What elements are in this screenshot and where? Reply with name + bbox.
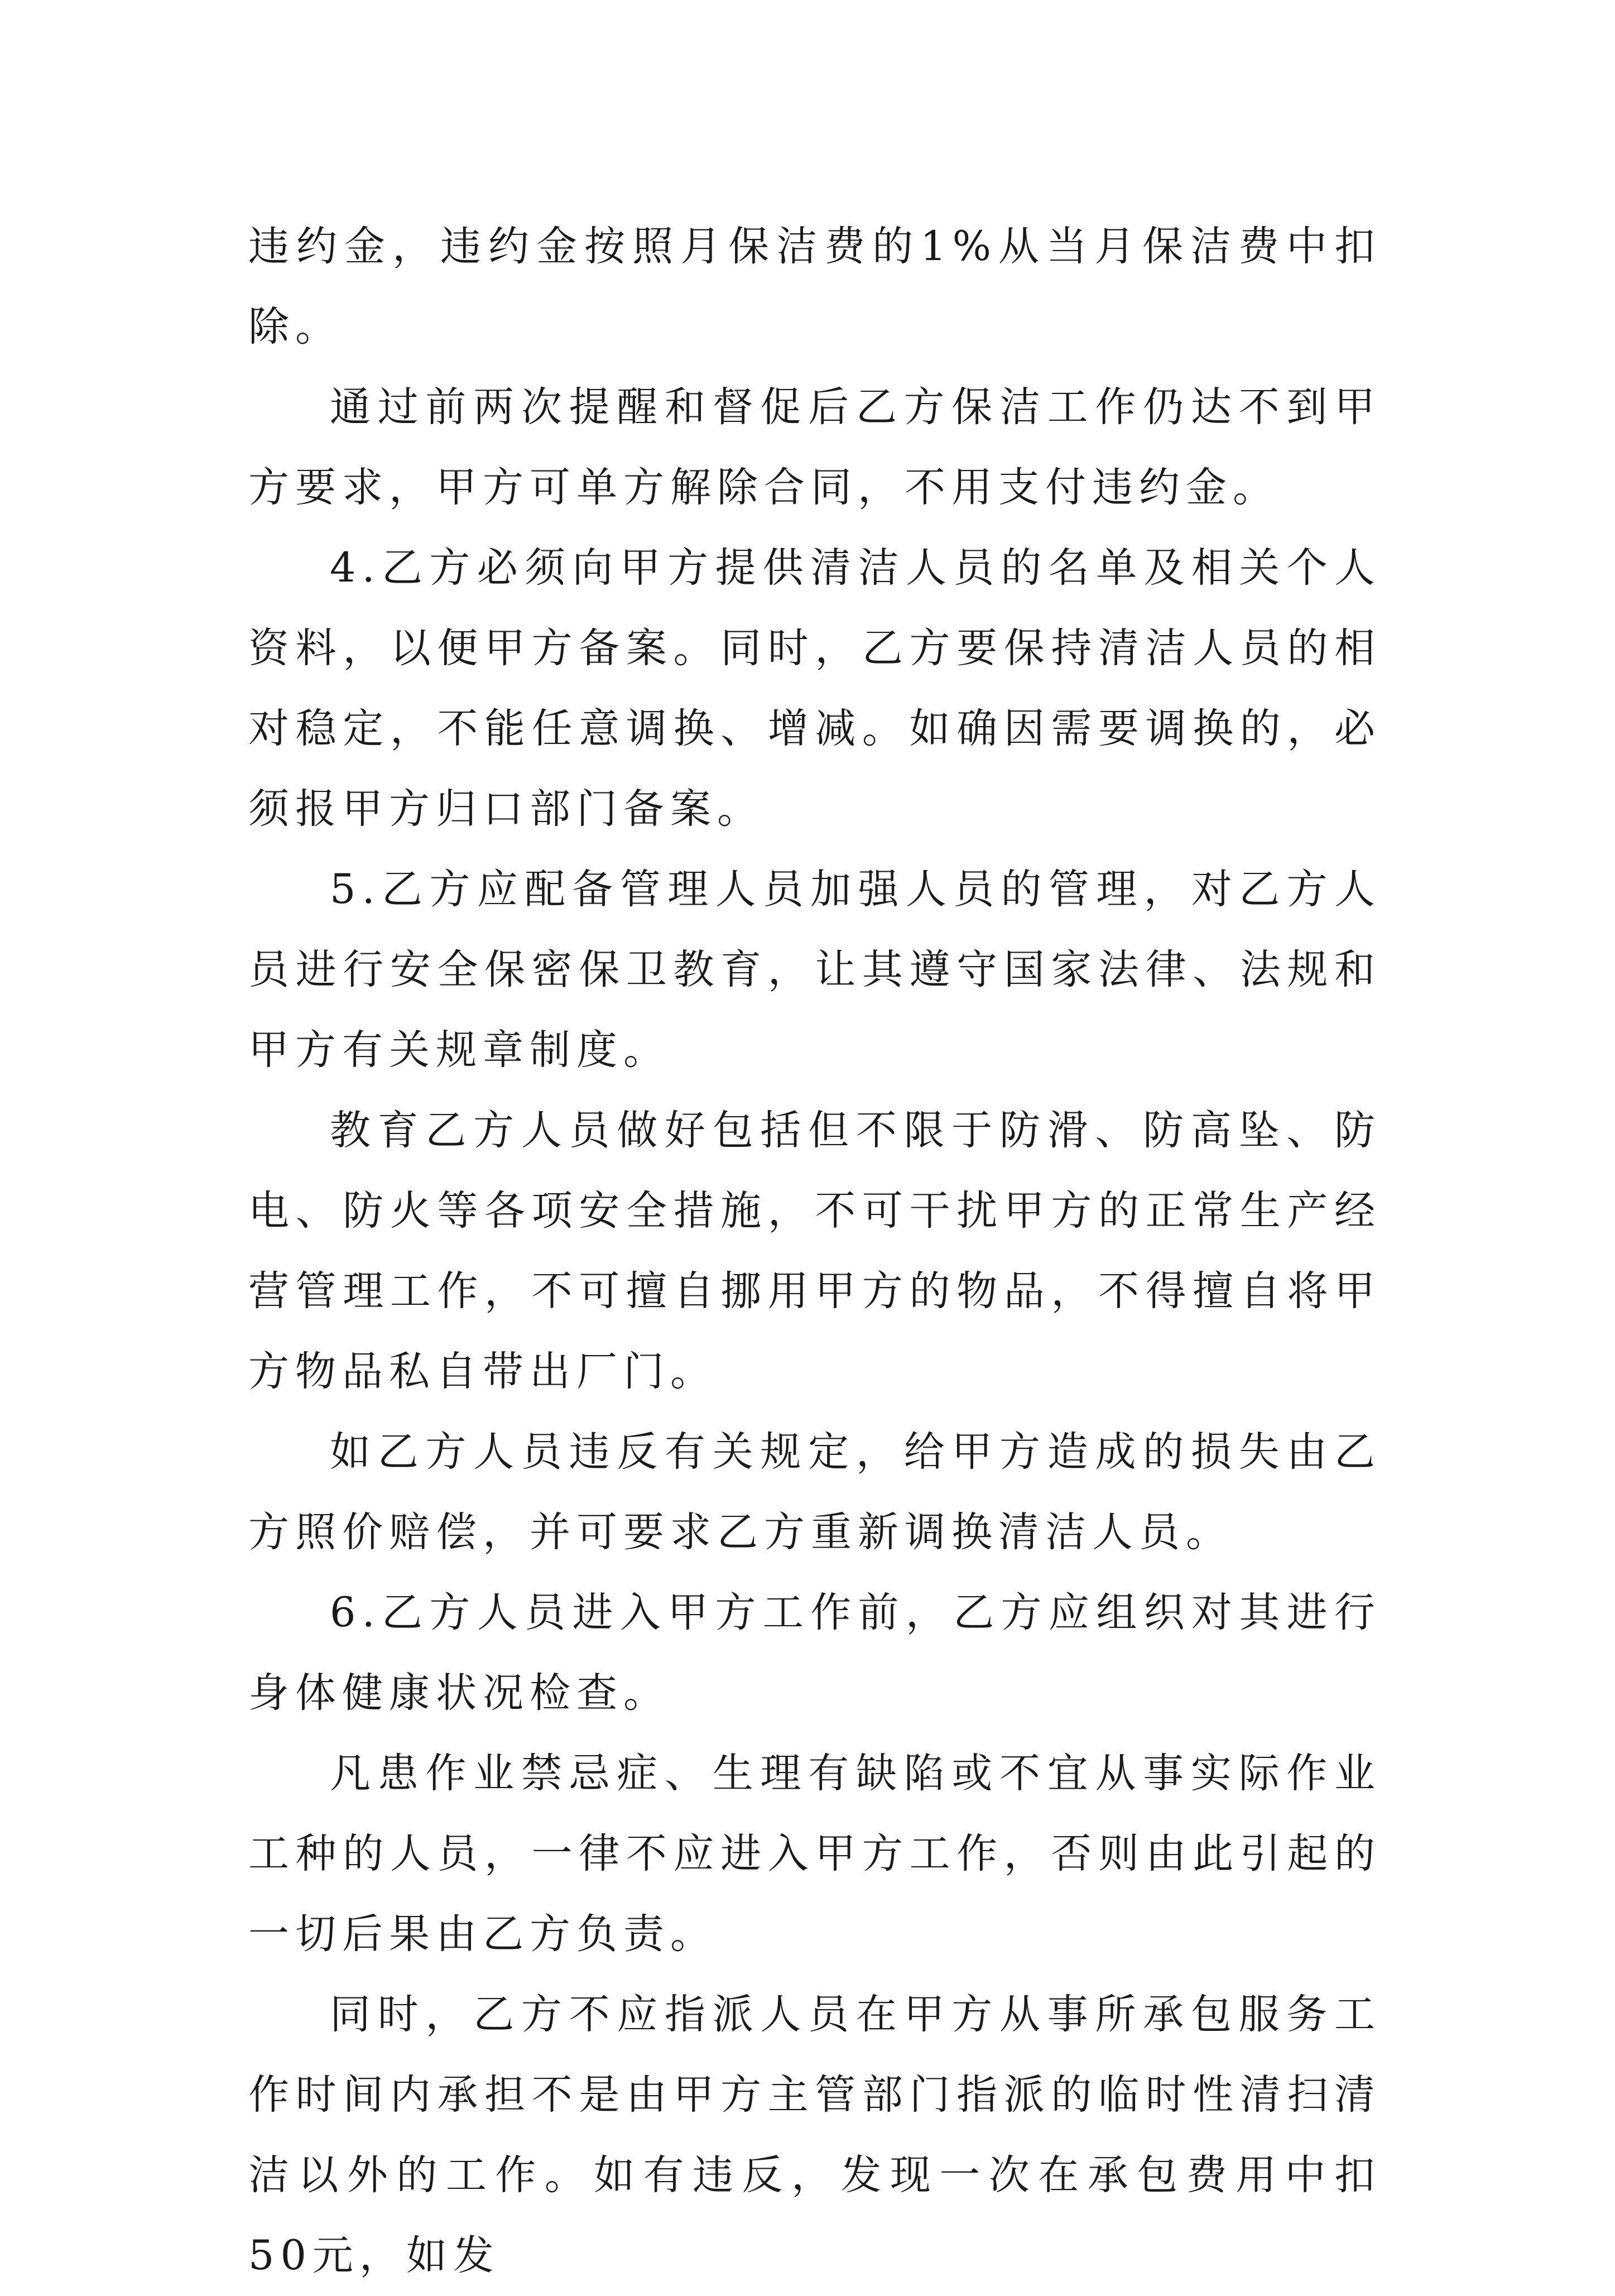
paragraph-penalty-continuation: 违约金，违约金按照月保洁费的1%从当月保洁费中扣除。 — [248, 223, 1381, 350]
paragraph-clause-4: 4.乙方必须向甲方提供清洁人员的名单及相关个人资料，以便甲方备案。同时，乙方要保持清洁人员的相对稳定，不能任意调换、增减。如确因需要调换的，必须报甲方归口部门备案。 — [248, 544, 1381, 833]
paragraph-safety-education: 教育乙方人员做好包括但不限于防滑、防高坠、防电、防火等各项安全措施，不可干扰甲方的正常生产经营管理工作，不可擅自挪用甲方的物品，不得擅自将甲方物品私自带出厂门。 — [248, 1107, 1381, 1395]
document-body — [248, 206, 1381, 2296]
paragraph-clause-5: 5.乙方应配备管理人员加强人员的管理，对乙方人员进行安全保密保卫教育，让其遵守国家法律、法规和甲方有关规章制度。 — [248, 866, 1381, 1074]
paragraph-compensation: 如乙方人员违反有关规定，给甲方造成的损失由乙方照价赔偿，并可要求乙方重新调换清洁人员。 — [248, 1428, 1381, 1556]
paragraph-termination: 通过前两次提醒和督促后乙方保洁工作仍达不到甲方要求，甲方可单方解除合同，不用支付违约金。 — [248, 383, 1381, 511]
paragraph-clause-6: 6.乙方人员进入甲方工作前，乙方应组织对其进行身体健康状况检查。 — [248, 1589, 1381, 1717]
paragraph-health-restriction: 凡患作业禁忌症、生理有缺陷或不宜从事实际作业工种的人员，一律不应进入甲方工作，否则由此引起的一切后果由乙方负责。 — [248, 1750, 1381, 1958]
paragraph-work-assignment: 同时，乙方不应指派人员在甲方从事所承包服务工作时间内承担不是由甲方主管部门指派的临时性清扫清洁以外的工作。如有违反，发现一次在承包费用中扣50元，如发 — [248, 1991, 1381, 2279]
